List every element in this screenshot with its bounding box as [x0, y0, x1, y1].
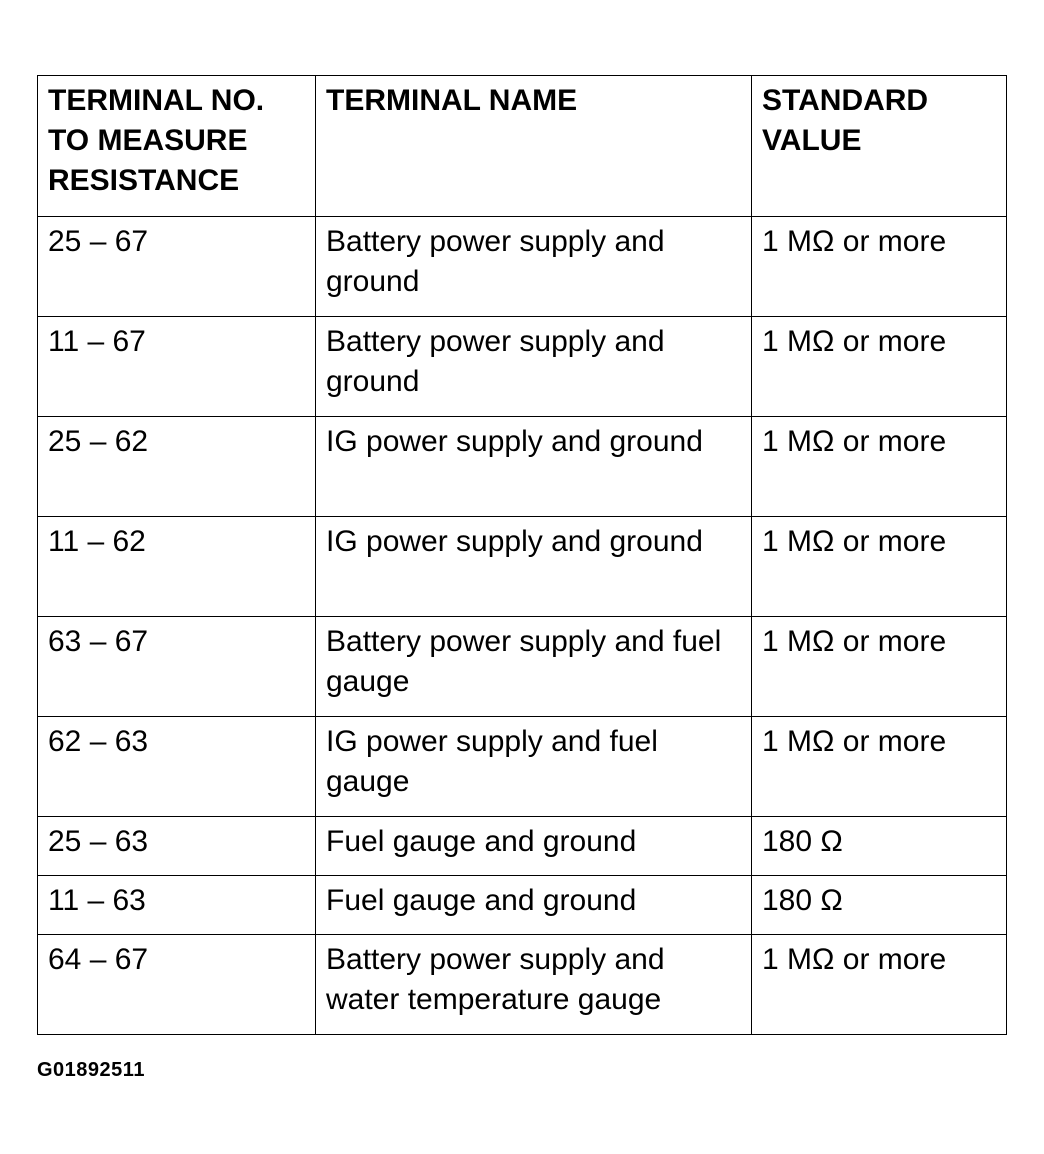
- name-cell: Battery power supply and ground: [316, 217, 752, 317]
- table-row: [38, 217, 1007, 317]
- table-header-row: [38, 76, 1007, 217]
- table-row: [38, 935, 1007, 1035]
- table-row: [38, 517, 1007, 617]
- name-cell: Battery power supply and ground: [316, 317, 752, 417]
- name-cell: Battery power supply and fuel gauge: [316, 617, 752, 717]
- value-cell: 1 MΩ or more: [752, 717, 1007, 817]
- value-cell: 180 Ω: [752, 876, 1007, 935]
- terminal-cell: 25 – 63: [38, 817, 316, 876]
- header-terminal-name: TERMINAL NAME: [316, 76, 752, 217]
- table-row: [38, 417, 1007, 517]
- header-standard-value: STANDARD VALUE: [752, 76, 1007, 217]
- name-cell: Battery power supply and water temperature gauge: [316, 935, 752, 1035]
- table-row: [38, 817, 1007, 876]
- terminal-cell: 25 – 62: [38, 417, 316, 517]
- name-cell: IG power supply and fuel gauge: [316, 717, 752, 817]
- terminal-cell: 64 – 67: [38, 935, 316, 1035]
- table-row: [38, 876, 1007, 935]
- name-cell: Fuel gauge and ground: [316, 817, 752, 876]
- resistance-spec-table: [37, 75, 1007, 1035]
- terminal-cell: 63 – 67: [38, 617, 316, 717]
- terminal-cell: 11 – 62: [38, 517, 316, 617]
- value-cell: 1 MΩ or more: [752, 317, 1007, 417]
- value-cell: 1 MΩ or more: [752, 217, 1007, 317]
- value-cell: 1 MΩ or more: [752, 417, 1007, 517]
- table-row: [38, 617, 1007, 717]
- value-cell: 1 MΩ or more: [752, 617, 1007, 717]
- value-cell: 1 MΩ or more: [752, 935, 1007, 1035]
- value-cell: 180 Ω: [752, 817, 1007, 876]
- terminal-cell: 11 – 67: [38, 317, 316, 417]
- terminal-cell: 62 – 63: [38, 717, 316, 817]
- value-cell: 1 MΩ or more: [752, 517, 1007, 617]
- terminal-cell: 25 – 67: [38, 217, 316, 317]
- figure-id-label: G01892511: [37, 1059, 145, 1081]
- name-cell: IG power supply and ground: [316, 417, 752, 517]
- terminal-cell: 11 – 63: [38, 876, 316, 935]
- name-cell: IG power supply and ground: [316, 517, 752, 617]
- name-cell: Fuel gauge and ground: [316, 876, 752, 935]
- table-row: [38, 317, 1007, 417]
- table-row: [38, 717, 1007, 817]
- header-terminal-no: TERMINAL NO. TO MEASURE RESISTANCE: [38, 76, 316, 217]
